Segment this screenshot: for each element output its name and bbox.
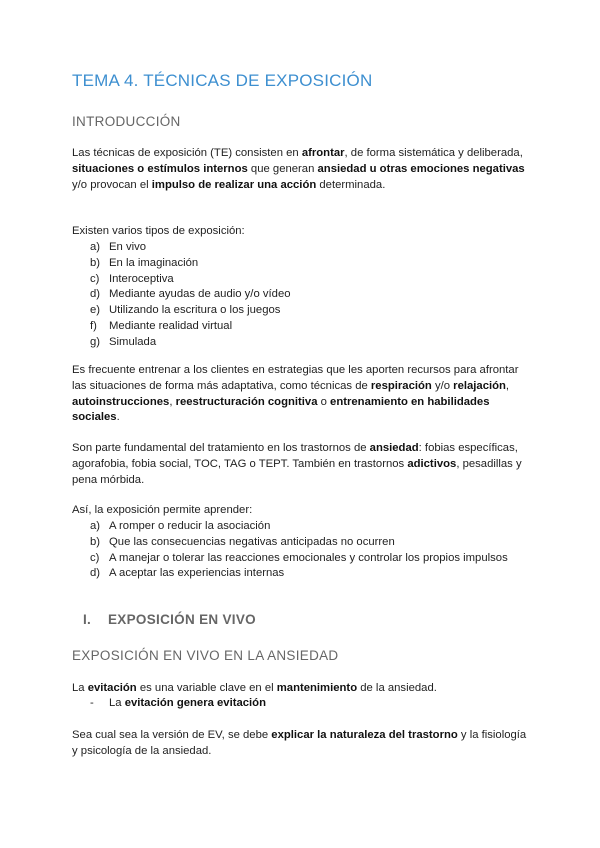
strategies-paragraph: Es frecuente entrenar a los clientes en estrategias que les aporten recursos para afrontar las situaciones de forma más adaptativa, como técnicas de respiración y/o relajación, autoinstrucciones, reestructuración cognitiva o entrenamiento en habilidades sociales. (72, 364, 519, 424)
list-item: b) Que las consecuencias negativas anticipadas no ocurren (90, 535, 395, 548)
learn-intro: Así, la exposición permite aprender: (72, 504, 253, 516)
list-item: f) Mediante realidad virtual (90, 319, 233, 332)
explanation-paragraph: Sea cual sea la versión de EV, se debe explicar la naturaleza del trastorno y la fisiología y psicología de la ansiedad. (72, 729, 527, 757)
list-item: c) A manejar o tolerar las reacciones emocionales y controlar los propios impulsos (90, 551, 508, 564)
avoidance-paragraph: La evitación es una variable clave en el mantenimiento de la ansiedad. (72, 682, 437, 694)
list-item: d) A aceptar las experiencias internas (90, 567, 285, 580)
list-item: d) Mediante ayudas de audio y/o vídeo (90, 288, 291, 301)
intro-paragraph: Las técnicas de exposición (TE) consisten en afrontar, de forma sistemática y deliberada, situaciones o estímulos internos que generan ansiedad u otras emociones negativas y/o provocan el impulso de realizar una acción determinada. (72, 147, 525, 191)
list-item: b) En la imaginación (90, 256, 199, 269)
bullet-item: - La evitación genera evitación (90, 697, 266, 709)
disorders-paragraph: Son parte fundamental del tratamiento en los trastornos de ansiedad: fobias específicas, agorafobia, fobia social, TOC, TAG o TEPT. También en trastornos adictivos, pesadillas y pena mórbida. (72, 442, 522, 486)
section-heading: I. EXPOSICIÓN EN VIVO (83, 612, 256, 627)
subsection-heading: EXPOSICIÓN EN VIVO EN LA ANSIEDAD (72, 648, 339, 663)
list-item: a) En vivo (90, 241, 147, 253)
list-item: c) Interoceptiva (90, 272, 174, 285)
learning-list (90, 519, 530, 582)
list-item: a) A romper o reducir la asociación (90, 520, 271, 532)
list-item: e) Utilizando la escritura o los juegos (90, 304, 281, 317)
page-title: TEMA 4. TÉCNICAS DE EXPOSICIÓN (72, 71, 373, 90)
exposure-types-list (90, 240, 530, 351)
intro-heading: INTRODUCCIÓN (72, 114, 181, 129)
types-intro: Existen varios tipos de exposición: (72, 225, 245, 237)
list-item: g) Simulada (90, 335, 157, 348)
